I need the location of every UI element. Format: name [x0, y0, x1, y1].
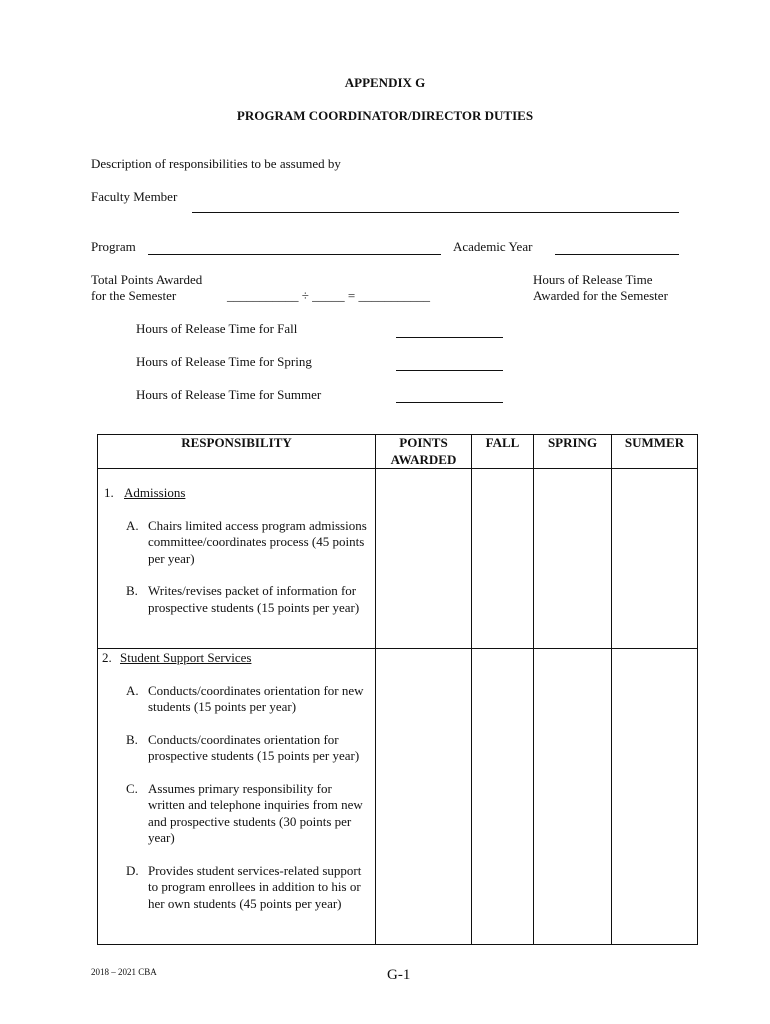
total-points-label-line1: Total Points Awarded [91, 272, 203, 287]
total-points-label-line2: for the Semester [91, 288, 177, 303]
item-text: Chairs limited access program admissions committee/coordinates process (45 points per year) [148, 517, 367, 566]
footer-cba-label: 2018 – 2021 CBA [91, 967, 157, 977]
spring-cell[interactable] [534, 649, 612, 945]
fall-cell[interactable] [472, 469, 534, 649]
header-points-line2: AWARDED [390, 451, 457, 467]
list-item [98, 683, 375, 716]
header-summer: SUMMER [612, 435, 698, 469]
spring-cell[interactable] [534, 469, 612, 649]
program-label: Program [91, 239, 136, 254]
section-admissions [98, 469, 376, 649]
item-text: Conducts/coordinates orientation for prospective students (15 points per year) [148, 731, 360, 763]
header-responsibility: RESPONSIBILITY [98, 435, 376, 469]
item-letter: B. [126, 731, 138, 747]
fall-hours-field[interactable] [396, 337, 503, 338]
appendix-heading: APPENDIX G [344, 75, 426, 90]
points-formula: ___________ ÷ _____ = ___________ [227, 288, 430, 303]
summer-hours-label: Hours of Release Time for Summer [136, 387, 322, 402]
spring-hours-field[interactable] [396, 370, 503, 371]
list-item [98, 583, 375, 616]
points-cell[interactable] [376, 649, 472, 945]
summer-cell[interactable] [612, 649, 698, 945]
section-number: 1. [104, 485, 114, 500]
list-item [98, 732, 375, 765]
responsibility-table [97, 434, 698, 945]
header-points-line1: POINTS [399, 435, 448, 450]
header-spring: SPRING [534, 435, 612, 469]
section-number: 2. [102, 650, 112, 665]
program-field[interactable] [148, 254, 441, 255]
item-letter: A. [126, 682, 139, 698]
page-number: G-1 [387, 967, 411, 983]
item-text: Assumes primary responsibility for written and telephone inquiries from new and prospective students (30 points per year) [148, 780, 363, 845]
item-letter: A. [126, 517, 139, 533]
fall-hours-label: Hours of Release Time for Fall [136, 321, 298, 336]
academic-year-field[interactable] [555, 254, 679, 255]
spring-hours-label: Hours of Release Time for Spring [136, 354, 312, 369]
list-item [98, 863, 375, 913]
summer-hours-field[interactable] [396, 402, 503, 403]
table-row [98, 469, 698, 649]
list-item [98, 518, 375, 568]
header-points-awarded [376, 435, 472, 469]
header-fall: FALL [472, 435, 534, 469]
list-item [98, 781, 375, 847]
summer-cell[interactable] [612, 469, 698, 649]
table-header-row [98, 435, 698, 469]
item-letter: B. [126, 583, 138, 598]
description-label: Description of responsibilities to be assumed by [91, 156, 341, 171]
section-student-support [98, 649, 376, 945]
table-row [98, 649, 698, 945]
academic-year-label: Academic Year [453, 239, 533, 254]
section-title: Student Support Services [120, 650, 252, 665]
section-title: Admissions [124, 485, 186, 500]
faculty-member-label: Faculty Member [91, 189, 178, 204]
hours-release-label-line2: Awarded for the Semester [533, 288, 668, 303]
item-letter: D. [126, 862, 139, 878]
item-text: Provides student services-related support to program enrollees in addition to his or her own students (45 points per year) [148, 862, 362, 911]
item-text: Writes/revises packet of information for prospective students (15 points per year) [148, 583, 360, 615]
item-text: Conducts/coordinates orientation for new students (15 points per year) [148, 682, 364, 714]
fall-cell[interactable] [472, 649, 534, 945]
hours-release-label-line1: Hours of Release Time [533, 272, 653, 287]
faculty-member-field[interactable] [192, 212, 679, 213]
item-letter: C. [126, 780, 138, 796]
points-cell[interactable] [376, 469, 472, 649]
page-title: PROGRAM COORDINATOR/DIRECTOR DUTIES [236, 108, 534, 123]
